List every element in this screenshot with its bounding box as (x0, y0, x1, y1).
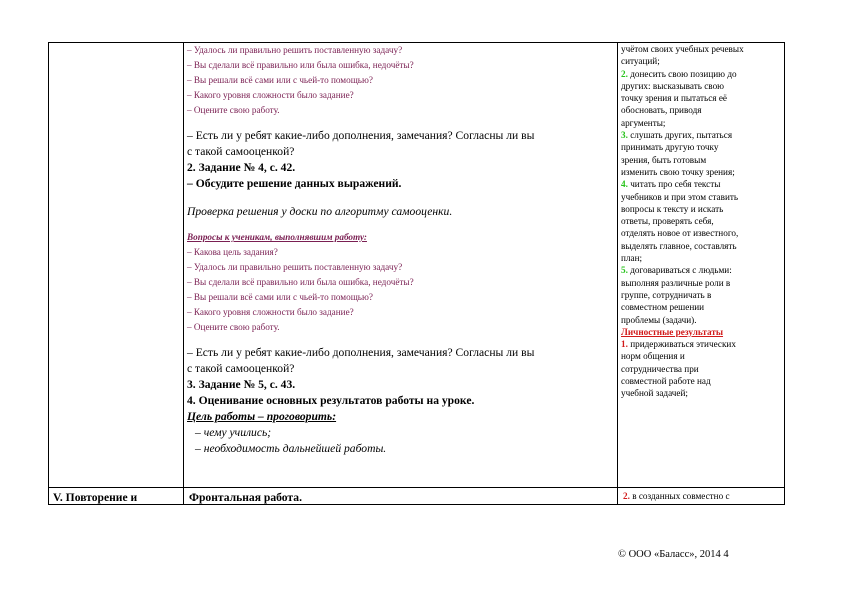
lesson-table (48, 42, 785, 505)
result-line: учебной задачей; (621, 388, 688, 399)
goal-label: Цель работы – проговорить: (187, 410, 337, 423)
result-line: вопросы к тексту и искать (621, 203, 724, 214)
stage-label: V. Повторение и (53, 491, 138, 504)
question: – Удалось ли правильно решить поставленную задачу? (187, 45, 403, 55)
results-column (621, 43, 783, 400)
result-line: совместной работе над (621, 376, 711, 387)
item-number: 1. (621, 339, 628, 350)
question: – Оцените свою работу. (187, 105, 280, 115)
result-line: 5. договариваться с людьми: (621, 265, 732, 276)
result-line: отделять новое от известного, (621, 228, 739, 239)
result-line: зрения, быть готовым (621, 154, 707, 165)
discuss-text: – Обсудите решение данных выражений. (187, 177, 402, 190)
item-number: 4. (621, 179, 628, 190)
question: – Вы сделали всё правильно или была ошибка, недочёты? (187, 277, 414, 287)
prompt-text: с такой самооценкой? (187, 145, 295, 158)
question: – Оцените свою работу. (187, 322, 280, 332)
item-number: 2. (623, 491, 630, 501)
result-line: обосновать, приводя (621, 105, 702, 116)
result-line: план; (621, 253, 643, 264)
result-line: 4. читать про себя тексты (621, 179, 721, 190)
result-line: выполняя различные роли в (621, 277, 731, 288)
result-line: ответы, проверять себя, (621, 216, 714, 227)
goal-item: – чему учились; (195, 426, 272, 439)
row-divider (49, 487, 784, 488)
result-line: проблемы (задачи). (621, 314, 697, 325)
prompt-text: – Есть ли у ребят какие-либо дополнения, замечания? Согласны ли вы (187, 346, 535, 359)
column-divider (617, 43, 618, 504)
result-line: ситуаций; (621, 56, 660, 67)
result-line: принимать другую точку (621, 142, 719, 153)
work-label: Фронтальная работа. (189, 491, 302, 504)
item-number: 5. (621, 265, 628, 276)
result-line: совместном решении (621, 302, 705, 313)
result-line: аргументы; (621, 117, 666, 128)
question: – Какого уровня сложности было задание? (187, 90, 354, 100)
result-line: группе, сотрудничать в (621, 289, 712, 300)
result-line: норм общения и (621, 351, 685, 362)
question: – Вы сделали всё правильно или была ошибка, недочёты? (187, 60, 414, 70)
question: – Какова цель задания? (187, 247, 278, 257)
result-line: сотрудничества при (621, 363, 699, 374)
result-line: 1. придерживаться этических (621, 339, 736, 350)
result-line: 2. в созданных совместно с (623, 491, 730, 501)
result-line: учётом своих учебных речевых (621, 44, 744, 54)
question: – Какого уровня сложности было задание? (187, 307, 354, 317)
result-line: 2. донесить свою позицию до (621, 68, 737, 79)
question: – Удалось ли правильно решить поставленную задачу? (187, 262, 403, 272)
copyright-footer: © ООО «Баласс», 2014 4 (618, 549, 729, 560)
column-divider (183, 43, 184, 504)
result-line: точку зрения и пытаться её (621, 93, 727, 104)
check-text: Проверка решения у доски по алгоритму самооценки. (187, 205, 453, 218)
result-line: других: высказывать свою (621, 80, 725, 91)
result-line: учебников и при этом ставить (621, 191, 739, 202)
item-number: 3. (621, 130, 628, 141)
task-heading: 4. Оценивание основных результатов работы на уроке. (187, 394, 475, 407)
prompt-text: с такой самооценкой? (187, 362, 295, 375)
questions-header: Вопросы к ученикам, выполнявшим работу: (187, 232, 367, 242)
result-line: выделять главное, составлять (621, 240, 737, 251)
activity-column (187, 43, 617, 457)
result-line: 3. слушать других, пытаться (621, 130, 733, 141)
personal-results-header: Личностные результаты (621, 326, 724, 337)
prompt-text: – Есть ли у ребят какие-либо дополнения, замечания? Согласны ли вы (187, 129, 535, 142)
goal-item: – необходимость дальнейшей работы. (195, 442, 387, 455)
item-number: 2. (621, 68, 628, 79)
task-heading: 2. Задание № 4, с. 42. (187, 161, 296, 174)
question: – Вы решали всё сами или с чьей-то помощью? (187, 75, 373, 85)
result-line: изменить свою точку зрения; (621, 166, 735, 177)
task-heading: 3. Задание № 5, с. 43. (187, 378, 296, 391)
question: – Вы решали всё сами или с чьей-то помощью? (187, 292, 373, 302)
